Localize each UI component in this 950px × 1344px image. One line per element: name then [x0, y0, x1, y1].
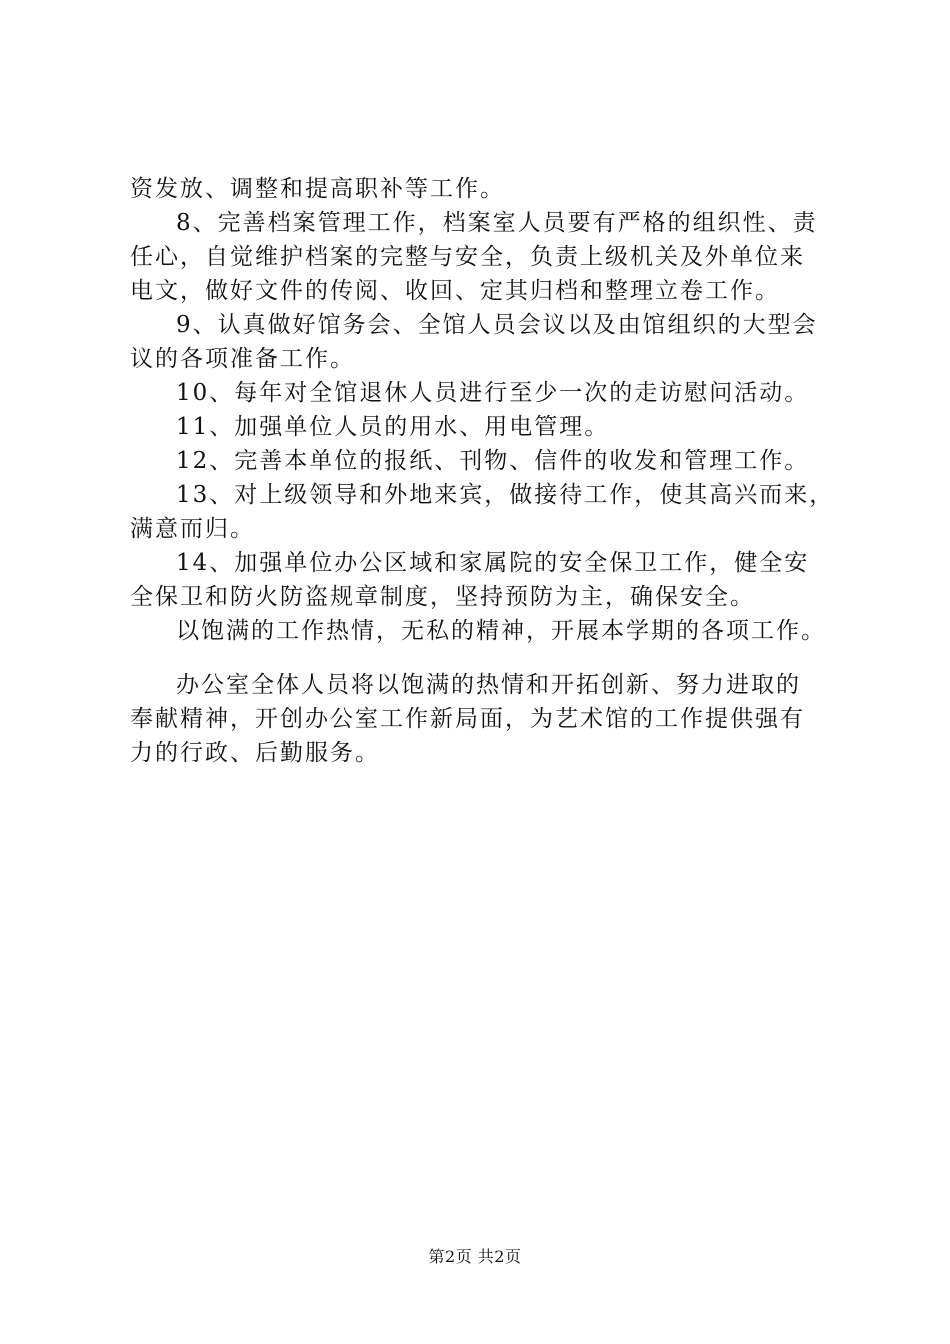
page-footer: [0, 1244, 950, 1267]
text-line-item-14: 14、加强单位办公区域和家属院的安全保卫工作，健全安: [176, 550, 810, 576]
page-number-label: 第2页 共2页: [428, 1247, 522, 1266]
closing-line-2: 奉献精神，开创办公室工作新局面，为艺术馆的工作提供强有: [130, 706, 805, 732]
text-line-item-12: 12、完善本单位的报纸、刊物、信件的收发和管理工作。: [176, 448, 810, 474]
document-body: [130, 172, 850, 770]
text-line-item-13: 13、对上级领导和外地来宾，做接待工作，使其高兴而来，: [176, 482, 835, 508]
closing-line-3: 力的行政、后勤服务。: [130, 740, 380, 766]
text-line-item-8: 8、完善档案管理工作，档案室人员要有严格的组织性、责: [176, 210, 818, 236]
text-line-3: 任心，自觉维护档案的完整与安全，负责上级机关及外单位来: [130, 244, 805, 270]
text-line-item-9: 9、认真做好馆务会、全馆人员会议以及由馆组织的大型会: [176, 312, 818, 338]
paragraph-gap: [130, 648, 850, 668]
text-line-13: 全保卫和防火防盗规章制度，坚持预防为主，确保安全。: [130, 584, 755, 610]
text-line-item-10: 10、每年对全馆退休人员进行至少一次的走访慰问活动。: [176, 380, 810, 406]
text-line-6: 议的各项准备工作。: [130, 346, 355, 372]
text-line-4: 电文，做好文件的传阅、收回、定其归档和整理立卷工作。: [130, 278, 780, 304]
closing-line-1: 办公室全体人员将以饱满的热情和开拓创新、努力进取的: [176, 672, 801, 698]
text-line-1: 资发放、调整和提高职补等工作。: [130, 176, 505, 202]
text-line-summary: 以饱满的工作热情，无私的精神，开展本学期的各项工作。: [176, 618, 826, 644]
text-line-item-11: 11、加强单位人员的用水、用电管理。: [176, 414, 610, 440]
text-line-11: 满意而归。: [130, 516, 255, 542]
